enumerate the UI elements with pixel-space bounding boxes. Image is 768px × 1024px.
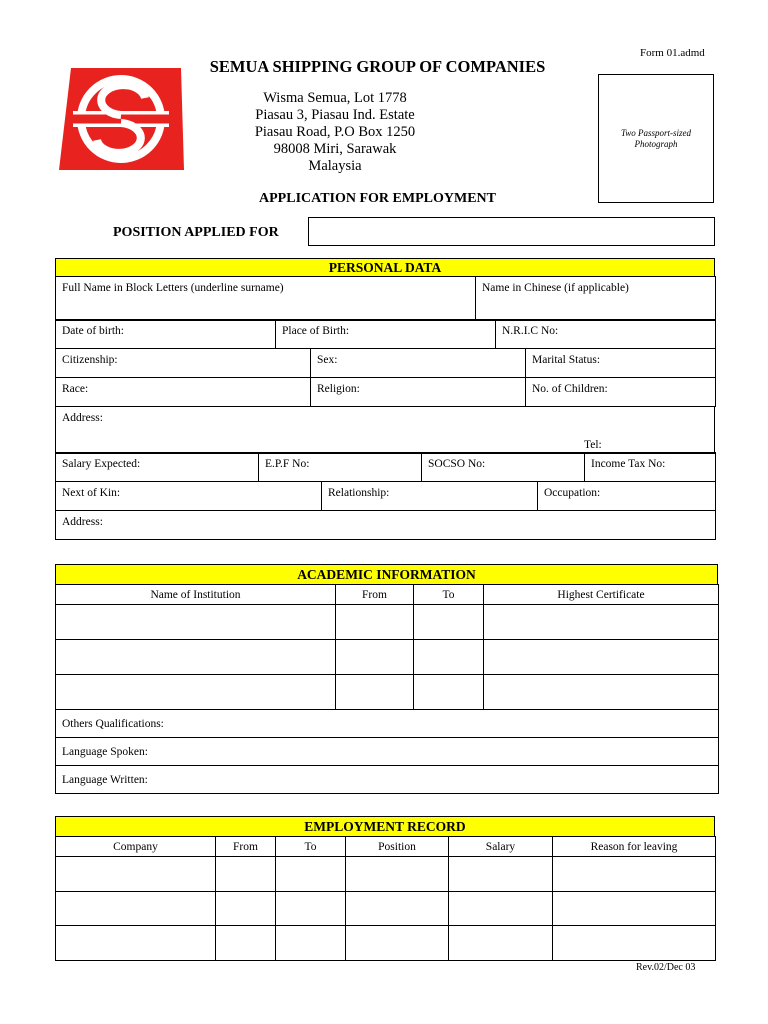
col-from: From xyxy=(336,585,414,605)
citizenship-row xyxy=(55,348,716,407)
position-applied-label: POSITION APPLIED FOR xyxy=(113,225,279,240)
tel-label: Tel: xyxy=(584,439,602,451)
religion-field[interactable]: Religion: xyxy=(311,378,526,407)
from-cell[interactable] xyxy=(216,892,276,926)
other-qualifications-field[interactable]: Others Qualifications: xyxy=(56,710,719,738)
institution-cell[interactable] xyxy=(56,605,336,640)
address-line: Piasau 3, Piasau Ind. Estate xyxy=(255,107,415,123)
address-line: Malaysia xyxy=(308,158,362,174)
to-cell[interactable] xyxy=(276,926,346,961)
position-cell[interactable] xyxy=(346,892,449,926)
col-certificate: Highest Certificate xyxy=(484,585,719,605)
personal-data-heading: PERSONAL DATA xyxy=(55,258,715,277)
from-cell[interactable] xyxy=(336,675,414,710)
table-row xyxy=(56,926,716,961)
from-cell[interactable] xyxy=(336,605,414,640)
company-address xyxy=(220,90,450,175)
next-of-kin-field[interactable]: Next of Kin: xyxy=(56,482,322,511)
photo-box-label: Two Passport-sized Photograph xyxy=(620,127,692,149)
salary-cell[interactable] xyxy=(449,926,553,961)
company-cell[interactable] xyxy=(56,892,216,926)
place-of-birth-field[interactable]: Place of Birth: xyxy=(276,320,496,349)
from-cell[interactable] xyxy=(216,857,276,892)
dob-field[interactable]: Date of birth: xyxy=(56,320,276,349)
certificate-cell[interactable] xyxy=(484,640,719,675)
nric-field[interactable]: N.R.I.C No: xyxy=(496,320,716,349)
col-position: Position xyxy=(346,837,449,857)
citizenship-field[interactable]: Citizenship: xyxy=(56,349,311,378)
to-cell[interactable] xyxy=(276,857,346,892)
employment-table xyxy=(55,836,716,961)
from-cell[interactable] xyxy=(216,926,276,961)
to-cell[interactable] xyxy=(414,605,484,640)
race-field[interactable]: Race: xyxy=(56,378,311,407)
address-row xyxy=(55,406,715,454)
from-cell[interactable] xyxy=(336,640,414,675)
salary-cell[interactable] xyxy=(449,857,553,892)
academic-info-heading: ACADEMIC INFORMATION xyxy=(55,564,718,585)
language-written-field[interactable]: Language Written: xyxy=(56,766,719,794)
col-from: From xyxy=(216,837,276,857)
salary-expected-field[interactable]: Salary Expected: xyxy=(56,453,259,482)
chinese-name-field[interactable]: Name in Chinese (if applicable) xyxy=(476,277,716,321)
academic-table xyxy=(55,584,719,794)
relationship-field[interactable]: Relationship: xyxy=(322,482,538,511)
institution-cell[interactable] xyxy=(56,640,336,675)
certificate-cell[interactable] xyxy=(484,675,719,710)
table-row xyxy=(56,605,719,640)
personal-data-table xyxy=(55,276,716,321)
table-row xyxy=(56,857,716,892)
address-line: Wisma Semua, Lot 1778 xyxy=(263,90,407,106)
children-field[interactable]: No. of Children: xyxy=(526,378,716,407)
position-applied-input[interactable] xyxy=(308,217,715,246)
kin-row xyxy=(55,481,716,540)
form-code: Form 01.admd xyxy=(640,47,705,59)
epf-field[interactable]: E.P.F No: xyxy=(259,453,422,482)
company-cell[interactable] xyxy=(56,926,216,961)
table-row xyxy=(56,675,719,710)
col-to: To xyxy=(414,585,484,605)
form-title: APPLICATION FOR EMPLOYMENT xyxy=(259,191,496,206)
reason-cell[interactable] xyxy=(553,857,716,892)
language-spoken-field[interactable]: Language Spoken: xyxy=(56,738,719,766)
socso-field[interactable]: SOCSO No: xyxy=(422,453,585,482)
company-cell[interactable] xyxy=(56,857,216,892)
salary-row xyxy=(55,452,716,482)
reason-cell[interactable] xyxy=(553,892,716,926)
address-line: Piasau Road, P.O Box 1250 xyxy=(254,124,416,140)
full-name-field[interactable]: Full Name in Block Letters (underline surname) xyxy=(56,277,476,321)
reason-cell[interactable] xyxy=(553,926,716,961)
marital-status-field[interactable]: Marital Status: xyxy=(526,349,716,378)
salary-cell[interactable] xyxy=(449,892,553,926)
table-row xyxy=(56,640,719,675)
to-cell[interactable] xyxy=(414,675,484,710)
col-salary: Salary xyxy=(449,837,553,857)
company-logo xyxy=(57,62,187,172)
table-row xyxy=(56,892,716,926)
to-cell[interactable] xyxy=(276,892,346,926)
institution-cell[interactable] xyxy=(56,675,336,710)
position-cell[interactable] xyxy=(346,857,449,892)
col-to: To xyxy=(276,837,346,857)
kin-address-field[interactable]: Address: xyxy=(56,511,716,540)
col-institution: Name of Institution xyxy=(56,585,336,605)
position-cell[interactable] xyxy=(346,926,449,961)
occupation-field[interactable]: Occupation: xyxy=(538,482,716,511)
address-field[interactable] xyxy=(56,407,715,454)
sex-field[interactable]: Sex: xyxy=(311,349,526,378)
certificate-cell[interactable] xyxy=(484,605,719,640)
dob-row xyxy=(55,319,716,349)
address-line: 98008 Miri, Sarawak xyxy=(273,141,397,157)
income-tax-field[interactable]: Income Tax No: xyxy=(585,453,716,482)
photo-box[interactable] xyxy=(598,74,714,203)
employment-record-heading: EMPLOYMENT RECORD xyxy=(55,816,715,837)
revision-label: Rev.02/Dec 03 xyxy=(636,962,696,973)
company-name: SEMUA SHIPPING GROUP OF COMPANIES xyxy=(209,57,546,76)
address-label: Address: xyxy=(62,412,103,424)
col-reason: Reason for leaving xyxy=(553,837,716,857)
to-cell[interactable] xyxy=(414,640,484,675)
col-company: Company xyxy=(56,837,216,857)
